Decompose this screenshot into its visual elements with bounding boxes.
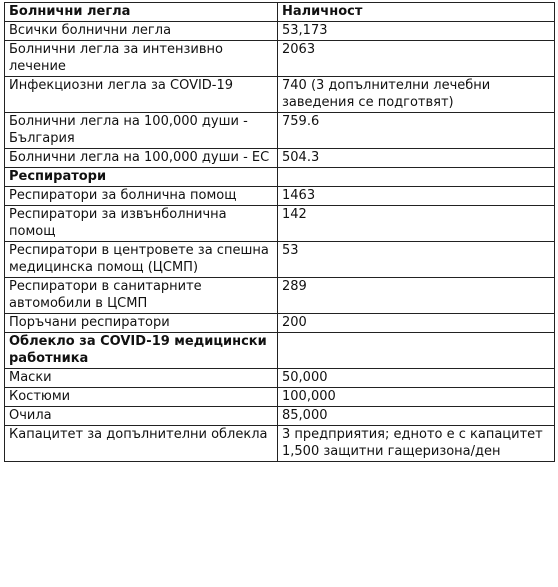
- row-value: 740 (3 допълнителни лечебни заведения се подготвят): [278, 77, 555, 113]
- table-row: [5, 278, 555, 314]
- row-value: 100,000: [278, 388, 555, 407]
- row-value: 53,173: [278, 22, 555, 41]
- column-header-category: Болнични легла: [5, 3, 278, 22]
- table-row: [5, 77, 555, 113]
- row-label: Костюми: [5, 388, 278, 407]
- row-value: 53: [278, 242, 555, 278]
- table-row: [5, 242, 555, 278]
- row-label: Всички болнични легла: [5, 22, 278, 41]
- section-title: Облекло за COVID-19 медицински работника: [5, 333, 278, 369]
- table-row: [5, 41, 555, 77]
- row-value: 759.6: [278, 113, 555, 149]
- section-row: [5, 168, 555, 187]
- resources-table: [4, 2, 555, 462]
- table-row: [5, 388, 555, 407]
- row-value: 289: [278, 278, 555, 314]
- table-header-row: [5, 3, 555, 22]
- row-label: Респиратори за извънболнична помощ: [5, 206, 278, 242]
- row-label: Респиратори в центровете за спешна медицинска помощ (ЦСМП): [5, 242, 278, 278]
- column-header-availability: Наличност: [278, 3, 555, 22]
- table-row: [5, 314, 555, 333]
- row-label: Очила: [5, 407, 278, 426]
- table-row: [5, 22, 555, 41]
- table-row: [5, 187, 555, 206]
- row-value: 504.3: [278, 149, 555, 168]
- row-value: 50,000: [278, 369, 555, 388]
- row-label: Болнични легла на 100,000 души - ЕС: [5, 149, 278, 168]
- row-value: 1463: [278, 187, 555, 206]
- table-row: [5, 426, 555, 462]
- row-label: Болнични легла на 100,000 души - България: [5, 113, 278, 149]
- row-label: Респиратори за болнична помощ: [5, 187, 278, 206]
- table-row: [5, 369, 555, 388]
- row-value: 2063: [278, 41, 555, 77]
- table-row: [5, 407, 555, 426]
- row-label: Респиратори в санитарните автомобили в ЦСМП: [5, 278, 278, 314]
- section-title: Респиратори: [5, 168, 278, 187]
- row-value: 200: [278, 314, 555, 333]
- table-row: [5, 206, 555, 242]
- row-label: Маски: [5, 369, 278, 388]
- row-value: 142: [278, 206, 555, 242]
- row-label: Инфекциозни легла за COVID-19: [5, 77, 278, 113]
- row-label: Капацитет за допълнителни облекла: [5, 426, 278, 462]
- row-value: 85,000: [278, 407, 555, 426]
- row-label: Болнични легла за интензивно лечение: [5, 41, 278, 77]
- row-value: [278, 168, 555, 187]
- table-row: [5, 149, 555, 168]
- row-value: [278, 333, 555, 369]
- table-body: [5, 22, 555, 462]
- row-value: 3 предприятия; едното е с капацитет 1,500 защитни гащеризона/ден: [278, 426, 555, 462]
- row-label: Поръчани респиратори: [5, 314, 278, 333]
- section-row: [5, 333, 555, 369]
- table-row: [5, 113, 555, 149]
